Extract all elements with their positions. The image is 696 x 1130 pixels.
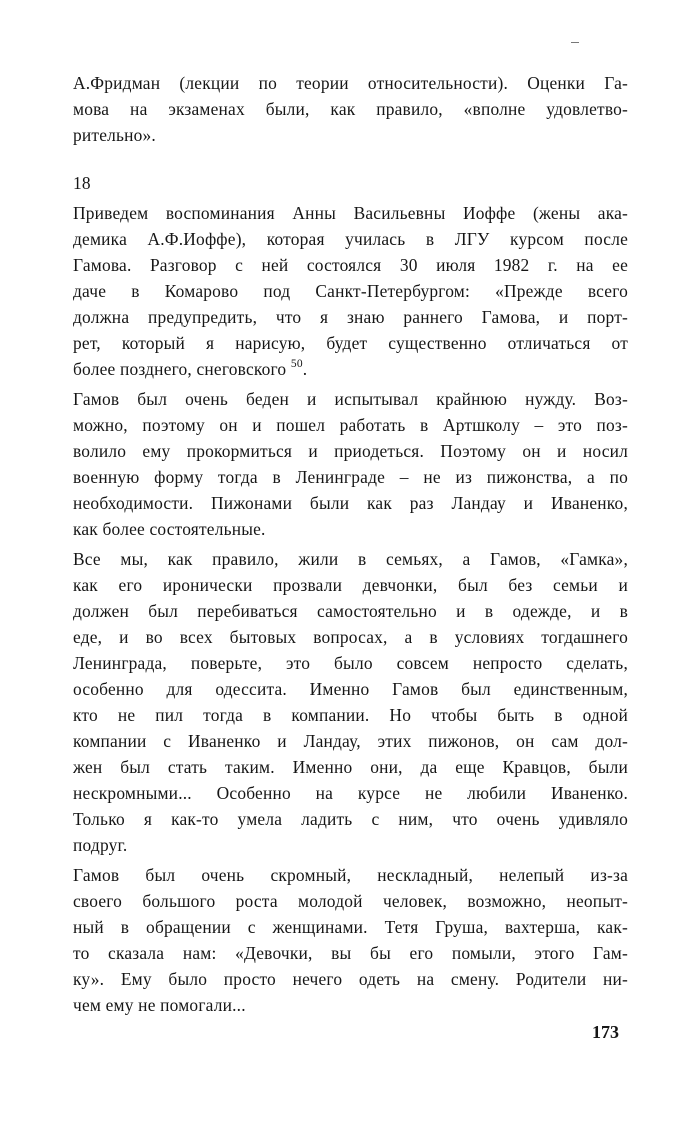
text-line: еде, и во всех бытовых вопросах, а в условиях тогдашнего (73, 627, 628, 647)
continuation-paragraph (73, 70, 628, 148)
text-line: как более состоятельные. (73, 519, 266, 539)
text-line: военную форму тогда в Ленинграде – не из пижонства, а по (73, 467, 628, 487)
text-line: нескромными... Особенно на курсе не любили Иваненко. (73, 783, 628, 803)
paragraph-1 (73, 200, 628, 382)
text-line: Гамов был очень скромный, нескладный, нелепый из-за (73, 865, 628, 885)
text-line: Все мы, как правило, жили в семьях, а Гамов, «Гамка», (73, 549, 628, 569)
paragraph-3 (73, 546, 628, 858)
text-line: как его иронически прозвали девчонки, был без семьи и (73, 575, 628, 595)
page-body (73, 70, 628, 1022)
text-line: чем ему не помогали... (73, 995, 246, 1015)
text-line: то сказала нам: «Девочки, вы бы его помыли, этого Гам- (73, 943, 628, 963)
page-number: 173 (592, 1022, 619, 1042)
text-line: кто не пил тогда в компании. Но чтобы быть в одной (73, 705, 628, 725)
text-line: своего большого роста молодой человек, возможно, неопыт- (73, 891, 628, 911)
text-line: можно, поэтому он и пошел работать в Артшколу – это поз- (73, 415, 628, 435)
text-line: особенно для одессита. Именно Гамов был единственным, (73, 679, 628, 699)
text-line: должен был перебиваться самостоятельно и в одежде, и в (73, 601, 628, 621)
text-line: А.Фридман (лекции по теории относительности). Оценки Га- (73, 73, 628, 93)
paragraph-4 (73, 862, 628, 1018)
text-line: Ленинграда, поверьте, это было совсем непросто сделать, (73, 653, 628, 673)
text-line: компании с Иваненко и Ландау, этих пижонов, он сам дол- (73, 731, 628, 751)
text-line: Гамова. Разговор с ней состоялся 30 июля 1982 г. на ее (73, 255, 628, 275)
text-line: должна предупредить, что я знаю раннего Гамова, и порт- (73, 307, 628, 327)
text-line: жен был стать таким. Именно они, да еще Кравцов, были (73, 757, 628, 777)
note-number: 18 (73, 173, 91, 193)
text-line: более позднего, снеговского (73, 359, 287, 379)
sentence-end: . (302, 359, 308, 379)
text-line: ный в обращении с женщинами. Тетя Груша, вахтерша, как- (73, 917, 628, 937)
text-line: необходимости. Пижонами были как раз Ландау и Иваненко, (73, 493, 628, 513)
text-line: демика А.Ф.Иоффе), которая училась в ЛГУ курсом после (73, 229, 628, 249)
text-line: ку». Ему было просто нечего одеть на смену. Родители ни- (73, 969, 628, 989)
footnote-ref: 50 (290, 358, 303, 370)
paragraph-2 (73, 386, 628, 542)
margin-mark (571, 42, 579, 43)
text-line: подруг. (73, 835, 128, 855)
text-line: Гамов был очень беден и испытывал крайнюю нужду. Воз- (73, 389, 628, 409)
text-line-final (73, 356, 628, 382)
text-line: рет, который я нарисую, будет существенно отличаться от (73, 333, 628, 353)
text-line: Приведем воспоминания Анны Васильевны Иоффе (жены ака- (73, 203, 628, 223)
text-line: волило ему прокормиться и приодеться. Поэтому он и носил (73, 441, 628, 461)
text-line: мова на экзаменах были, как правило, «вполне удовлетво- (73, 99, 628, 119)
text-line: даче в Комарово под Санкт-Петербургом: «Прежде всего (73, 281, 628, 301)
text-line: рительно». (73, 125, 156, 145)
text-line: Только я как-то умела ладить с ним, что очень удивляло (73, 809, 628, 829)
